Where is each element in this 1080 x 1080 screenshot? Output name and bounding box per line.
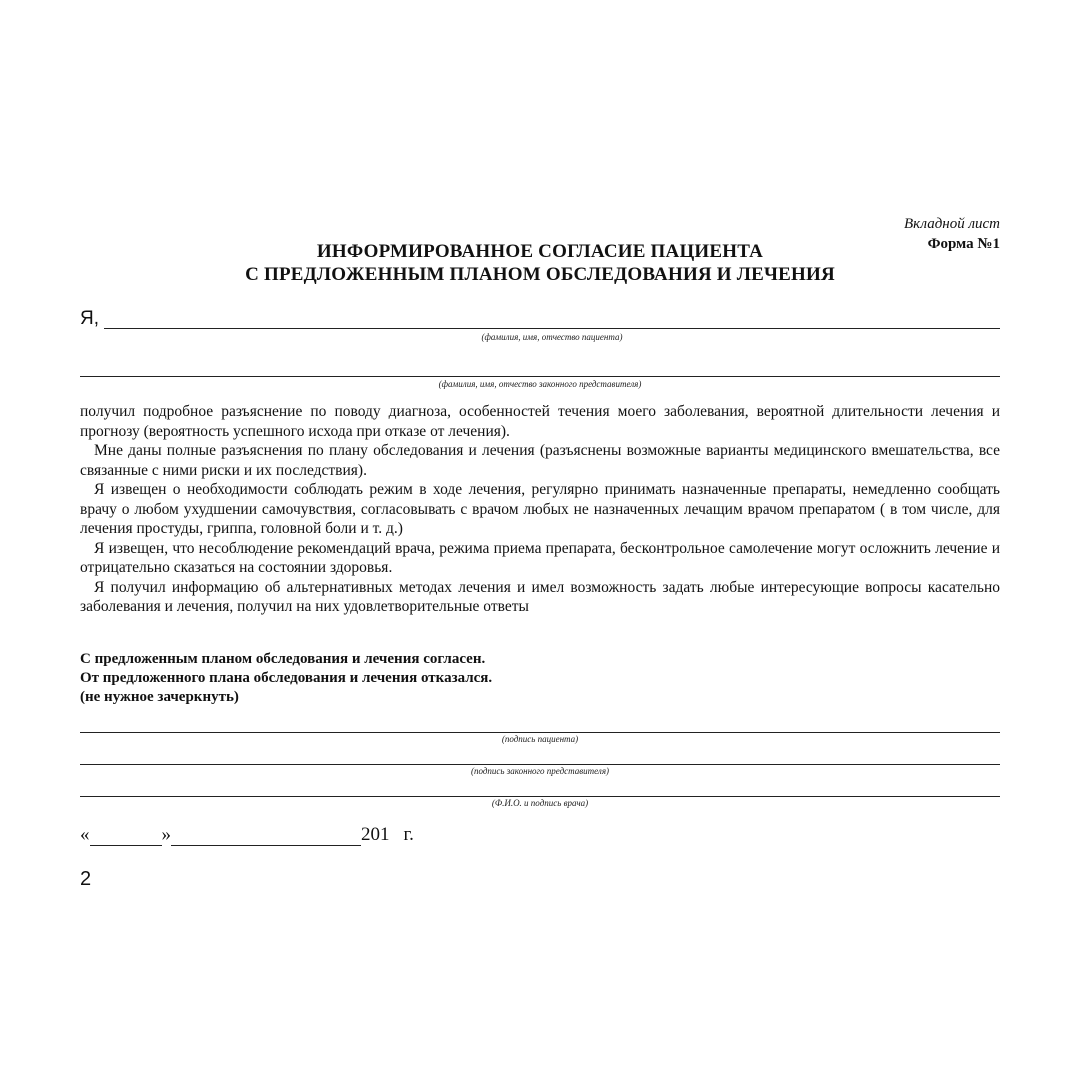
doctor-signature-line[interactable] [80, 796, 1000, 797]
representative-name-caption: (фамилия, имя, отчество законного представителя) [438, 379, 642, 389]
date-month-field[interactable] [171, 827, 361, 846]
paragraph-alternatives: Я получил информацию об альтернативных методах лечения и имел возможность задать любые интересующие вопросы касательно заболевания и лечения, получил на них удовлетворительные ответы [80, 578, 1000, 615]
date-year-suffix: г. [403, 824, 414, 845]
patient-name-caption: (фамилия, имя, отчество пациента) [481, 332, 623, 342]
title-line-1: ИНФОРМИРОВАННОЕ СОГЛАСИЕ ПАЦИЕНТА [316, 241, 764, 262]
patient-name-line[interactable] [104, 328, 1000, 329]
representative-name-line[interactable] [80, 376, 1000, 377]
document-title [150, 240, 930, 286]
paragraph-noncompliance: Я извещен, что несоблюдение рекомендаций врача, режима приема препарата, бесконтрольное самолечение могут осложнить лечение и отрицательно сказаться на состоянии здоровья. [80, 539, 1000, 576]
insert-sheet-label: Вкладной лист [903, 216, 1000, 232]
patient-signature-line[interactable] [80, 732, 1000, 733]
page-number: 2 [80, 868, 92, 890]
doctor-signature-caption: (Ф.И.О. и подпись врача) [491, 798, 589, 808]
date-day-field[interactable] [90, 827, 162, 846]
patient-signature-caption: (подпись пациента) [501, 734, 579, 744]
date-row [80, 824, 414, 846]
consent-statements [80, 650, 492, 707]
consent-body-text [80, 402, 1000, 617]
date-year-field[interactable] [390, 828, 404, 846]
date-close-quote: » [161, 824, 171, 845]
paragraph-diagnosis: получил подробное разъяснение по поводу диагноза, особенностей течения моего заболевания, вероятной длительности лечения и прогнозу (вероятность успешного исхода при отказе от лечения). [80, 403, 1000, 440]
consent-agree[interactable]: С предложенным планом обследования и лечения согласен. [80, 651, 486, 667]
patient-label: Я, [80, 308, 99, 329]
date-open-quote: « [80, 824, 90, 845]
consent-note: (не нужное зачеркнуть) [80, 689, 239, 705]
paragraph-plan: Мне даны полные разъяснения по плану обследования и лечения (разъяснены возможные варианты медицинского вмешательства, все связанные с ними риски и их последствия). [80, 442, 1000, 479]
paragraph-regimen: Я извещен о необходимости соблюдать режим в ходе лечения, регулярно принимать назначенные препараты, немедленно сообщать врачу о любом ухудшении самочувствия, согласовывать с врачом любых не назначенных лечащим врачом препаратом ( в том числе, для лечения простуды, гриппа, головной боли и т. д.) [80, 481, 1000, 537]
representative-signature-caption: (подпись законного представителя) [470, 766, 610, 776]
title-line-2: С ПРЕДЛОЖЕННЫМ ПЛАНОМ ОБСЛЕДОВАНИЯ И ЛЕЧЕНИЯ [245, 264, 835, 285]
form-number-label: Форма №1 [927, 236, 1000, 252]
date-year-prefix: 201 [361, 824, 390, 845]
consent-refuse[interactable]: От предложенного плана обследования и лечения отказался. [80, 670, 493, 686]
representative-signature-line[interactable] [80, 764, 1000, 765]
